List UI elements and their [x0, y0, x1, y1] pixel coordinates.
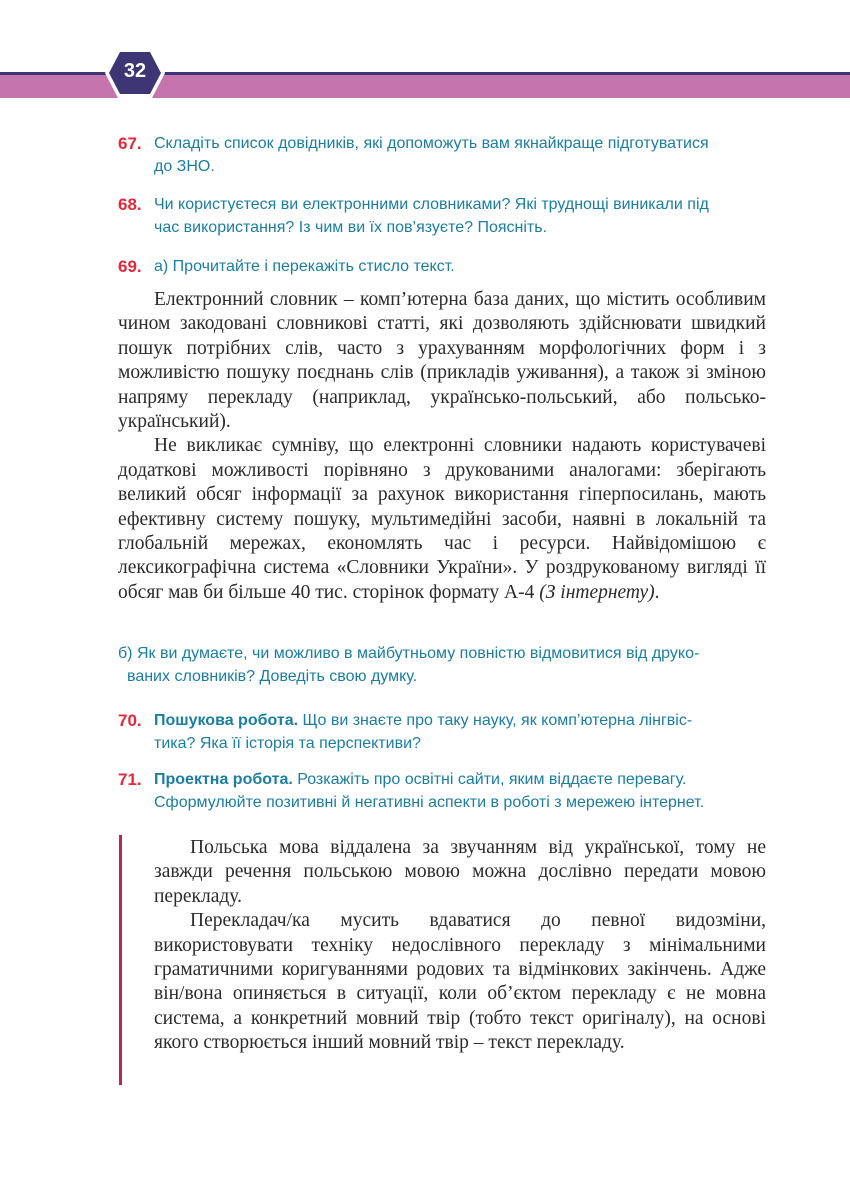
task-line: б) Як ви думаєте, чи можливо в майбутньому повністю відмовитися від друко-: [118, 645, 700, 662]
task-line: [118, 709, 778, 732]
task-number: 70.: [118, 711, 142, 730]
task-line: час використання? Із чим ви їх пов’язуєте? Поясніть.: [154, 219, 548, 236]
task-line: до ЗНО.: [154, 158, 215, 175]
sidebar-text: [154, 836, 766, 1056]
task-text: Що ви знаєте про таку науку, як комп’ютерна лінгвіс-: [298, 712, 693, 729]
task-69: [118, 255, 778, 278]
text-paragraph: Польська мова віддалена за звучанням від української, тому не завжди речення польською мовою можна дослівно передати мовою перекладу.: [154, 837, 766, 907]
task-67: [118, 132, 778, 178]
task-label: Пошукова робота.: [154, 712, 299, 729]
task-line: Сформулюйте позитивні й негативні аспекти в роботі з мережею інтернет.: [154, 794, 705, 811]
task-line: Чи користуєтеся ви електронними словниками? Які труднощі виникали під: [154, 196, 709, 213]
task-69b: [118, 642, 768, 688]
task-line: а) Прочитайте і перекажіть стисло текст.: [154, 258, 455, 275]
text-paragraph-body: Не викликає сумніву, що електронні словники надають користувачеві додаткові можливості порівняно з друкованими аналогами: зберігають великий обсяг інформації за рахунок використання гіперпосилань, мають ефективну систему пошуку, мультимедійні засоби, наявні в локальній та глобальній мережах, економлять час і ресурси. Найвідомішою є лексикографічна система «Словники України». У роздрукованому вигляді її обсяг мав би більше 40 тис. сторінок формату А-4: [118, 435, 766, 603]
page-number-badge: [104, 46, 166, 100]
text-paragraph: Електронний словник – комп’ютерна база даних, що містить особливим чином закодовані словникові статті, які дозволяють здійснювати швидкий пошук потрібних слів, часто з урахуванням морфологічних форм і з можливістю пошуку поєднань слів (прикладів уживання), а також зі зміною напряму перекладу (наприклад, українсько-польський, або польсько-український).: [118, 289, 766, 433]
text-paragraph: Перекладач/ка мусить вдаватися до певної видозміни, використовувати техніку недослівного перекладу з мінімальними граматичними коригуваннями родових та відмінкових закінчень. Адже він/вона опиняється в ситуації, коли об’єктом перекладу є не мовна система, а конкретний мовний твір (тобто текст оригіналу), на основі якого створюється інший мовний твір – текст перекладу.: [154, 910, 766, 1054]
task-number: 71.: [118, 770, 142, 789]
task-line: Складіть список довідників, які допоможуть вам якнайкраще підготуватися: [154, 135, 709, 152]
task-line: ваних словників? Доведіть свою думку.: [127, 668, 418, 685]
text-source: (З інтернету): [539, 581, 655, 603]
text-69: [118, 288, 766, 605]
task-number: 69.: [118, 257, 142, 276]
task-number: 67.: [118, 134, 142, 153]
sidebar-accent-line: [119, 835, 122, 1085]
task-label: Проектна робота.: [154, 771, 293, 788]
task-line: [118, 768, 778, 791]
task-70: [118, 709, 778, 755]
task-line: тика? Яка її історія та перспективи?: [154, 735, 421, 752]
page-number: 32: [123, 60, 147, 82]
text-paragraph: [118, 434, 766, 605]
text-end: .: [654, 581, 660, 603]
task-71: [118, 768, 778, 814]
task-68: [118, 193, 778, 239]
task-number: 68.: [118, 195, 142, 214]
task-text: Розкажіть про освітні сайти, яким віддаєте перевагу.: [292, 771, 687, 788]
